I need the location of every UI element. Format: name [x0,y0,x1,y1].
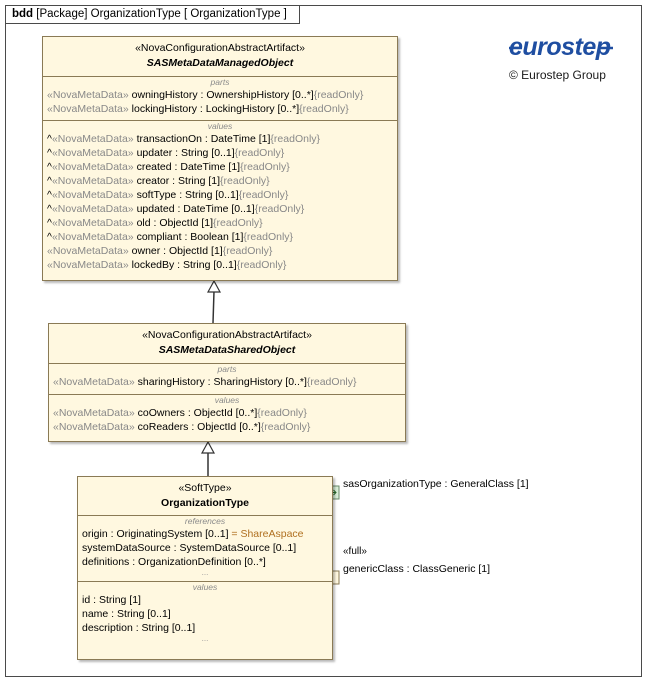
block-stereotype: «SoftType» [178,482,232,494]
property-type: : ObjectId [0..*] [184,407,258,419]
property-row[interactable] [43,174,397,188]
property-row[interactable] [78,541,332,555]
property-name: definitions [82,556,130,568]
values-compartment [78,593,332,635]
property-name: softType [136,189,177,201]
property-modifier: {readOnly} [234,147,285,159]
property-stereotype: «NovaMetaData» [47,103,129,115]
property-modifier: {readOnly} [213,217,263,229]
property-name: sharingHistory [137,376,205,388]
property-stereotype: «NovaMetaData» [51,189,134,201]
property-modifier: {readOnly} [243,231,294,243]
property-row[interactable] [43,88,397,102]
inherited-marker: ^ [47,203,52,215]
references-compartment-title: references [184,516,226,526]
property-row[interactable] [43,202,397,216]
property-type: : LockingHistory [0..*] [197,103,300,115]
property-type: : SystemDataSource [0..1] [170,542,297,554]
property-type: : OwnershipHistory [0..*] [197,89,314,101]
property-row[interactable] [49,375,405,389]
parts-compartment [43,88,397,116]
property-stereotype: «NovaMetaData» [53,376,135,388]
logo-brand: eurostep [509,33,611,61]
logo-copyright: © Eurostep Group [509,68,606,82]
property-modifier: {readOnly} [254,203,305,215]
property-stereotype: «NovaMetaData» [51,203,134,215]
property-modifier: {readOnly} [306,376,357,388]
references-ellipsis: ... [201,568,209,577]
property-name: coReaders [137,421,189,433]
property-name: coOwners [137,407,185,419]
property-name: owningHistory [131,89,198,101]
block-stereotype: «NovaConfigurationAbstractArtifact» [135,42,305,54]
block-sasmetadata-shared-object[interactable] [48,323,406,442]
property-name: owner [131,245,161,257]
values-ellipsis: ... [201,634,209,643]
property-name: description [82,622,133,634]
property-modifier: {readOnly} [240,161,290,173]
property-type: : DateTime [1] [171,161,241,173]
property-row[interactable] [78,621,332,635]
property-row[interactable] [78,593,332,607]
values-compartment-title: values [214,395,240,405]
property-name: name [82,608,109,620]
property-name: lockingHistory [131,103,197,115]
property-type: : Boolean [1] [181,231,244,243]
property-name: old [136,217,151,229]
property-type: : ObjectId [1] [160,245,223,257]
property-name: transactionOn [136,133,202,145]
property-row[interactable] [78,555,332,569]
property-type: : DateTime [1] [201,133,271,145]
property-type: : OrganizationDefinition [0..*] [129,556,266,568]
property-type: : DateTime [0..1] [174,203,255,215]
property-stereotype: «NovaMetaData» [51,133,134,145]
generic-port-stereotype: «full» [343,546,367,557]
property-type: : ObjectId [0..*] [188,421,261,433]
property-name: id [82,594,91,606]
property-name: updater [136,147,173,159]
block-sasmetadata-managed-object[interactable] [42,36,398,281]
parts-compartment-title: parts [210,77,230,87]
inherited-marker: ^ [47,161,52,173]
property-stereotype: «NovaMetaData» [53,407,135,419]
property-default: = ShareAspace [228,528,304,540]
inherited-marker: ^ [47,189,52,201]
sas-port-label: sasOrganizationType : GeneralClass [1] [343,478,529,490]
property-name: updated [136,203,175,215]
property-stereotype: «NovaMetaData» [47,245,129,257]
parts-compartment [49,375,405,389]
property-stereotype: «NovaMetaData» [51,231,134,243]
property-modifier: {readOnly} [220,175,270,187]
property-stereotype: «NovaMetaData» [51,175,134,187]
property-modifier: {readOnly} [238,189,289,201]
property-name: origin [82,528,108,540]
property-row[interactable] [43,102,397,116]
property-stereotype: «NovaMetaData» [51,161,134,173]
property-type: : SharingHistory [0..*] [204,376,307,388]
property-row[interactable] [43,216,397,230]
property-row[interactable] [43,132,397,146]
generalization-arrow-1 [208,281,220,292]
property-row[interactable] [49,420,405,434]
property-row[interactable] [43,244,397,258]
inherited-marker: ^ [47,231,52,243]
property-name: created [136,161,172,173]
property-modifier: {readOnly} [260,421,311,433]
property-row[interactable] [43,258,397,272]
property-name: systemDataSource [82,542,171,554]
property-stereotype: «NovaMetaData» [47,89,129,101]
inherited-marker: ^ [47,175,52,187]
property-type: : OriginatingSystem [0..1] [107,528,229,540]
values-compartment-title: values [207,121,233,131]
property-row[interactable] [78,527,332,541]
property-type: : String [0..1] [174,259,237,271]
property-row[interactable] [43,160,397,174]
generic-port-label: genericClass : ClassGeneric [1] [343,563,491,575]
block-name: SASMetaDataManagedObject [146,57,294,69]
property-type: : String [1] [90,594,141,606]
property-type: : String [0..1] [176,189,239,201]
block-organization-type[interactable] [77,476,333,660]
property-modifier: {readOnly} [222,245,273,257]
property-row[interactable] [43,230,397,244]
references-compartment [78,527,332,569]
block-name: SASMetaDataSharedObject [158,344,296,356]
parts-compartment-title: parts [217,364,237,374]
property-type: : ObjectId [1] [150,217,214,229]
property-name: compliant [136,231,182,243]
property-type: : String [1] [169,175,221,187]
values-compartment [49,406,405,434]
property-row[interactable] [49,406,405,420]
property-type: : String [0..1] [132,622,196,634]
property-name: lockedBy [131,259,175,271]
property-row[interactable] [78,607,332,621]
property-row[interactable] [43,188,397,202]
property-modifier: {readOnly} [299,103,349,115]
block-name: OrganizationType [161,497,249,509]
property-name: creator [136,175,170,187]
property-stereotype: «NovaMetaData» [53,421,135,433]
property-stereotype: «NovaMetaData» [47,259,129,271]
property-stereotype: «NovaMetaData» [51,147,134,159]
generalization-line-1 [213,291,214,323]
property-modifier: {readOnly} [313,89,364,101]
generalization-arrow-2 [202,442,214,453]
inherited-marker: ^ [47,147,52,159]
inherited-marker: ^ [47,217,52,229]
values-compartment [43,132,397,272]
property-modifier: {readOnly} [236,259,287,271]
frame-kind: bdd [12,8,34,20]
property-type: : String [0..1] [108,608,171,620]
property-type: : String [0..1] [172,147,235,159]
frame-label: [Package] OrganizationType [ OrganizationType ] [36,8,287,20]
property-modifier: {readOnly} [257,407,307,419]
property-modifier: {readOnly} [270,133,321,145]
block-stereotype: «NovaConfigurationAbstractArtifact» [142,329,312,341]
values-compartment-title: values [192,582,218,592]
property-stereotype: «NovaMetaData» [51,217,134,229]
property-row[interactable] [43,146,397,160]
inherited-marker: ^ [47,133,52,145]
